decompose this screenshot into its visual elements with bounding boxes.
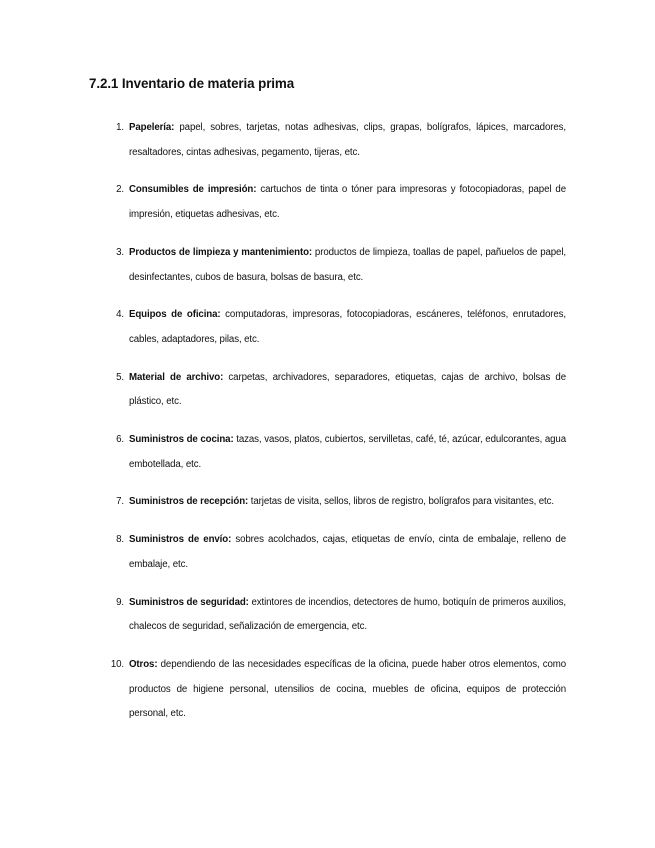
item-number: 10. (110, 658, 124, 670)
list-item (104, 591, 566, 640)
list-item (104, 490, 566, 515)
inventory-list (104, 116, 566, 740)
item-number: 1. (116, 122, 124, 133)
item-term: Suministros de cocina: (129, 434, 234, 446)
list-item (104, 303, 566, 352)
item-term: Equipos de oficina: (129, 309, 221, 321)
item-number: 7. (116, 496, 124, 508)
section-heading: 7.2.1 Inventario de materia prima (89, 76, 295, 91)
item-term: Productos de limpieza y mantenimiento: (129, 246, 313, 258)
list-item (104, 116, 566, 165)
item-term: Otros: (129, 658, 158, 670)
item-number: 4. (116, 309, 124, 321)
item-description: productos de limpieza, toallas de papel, pañuelos de papel, desinfectantes, cubos de basura, bolsas de basura, etc. (129, 246, 566, 283)
list-item (104, 366, 566, 415)
item-term: Suministros de envío: (129, 534, 232, 546)
item-term: Papelería: (129, 122, 175, 133)
item-description: papel, sobres, tarjetas, notas adhesivas, clips, grapas, bolígrafos, lápices, marcadores, resaltadores, cintas adhesivas, pegamento, tijeras, etc. (129, 122, 566, 158)
list-item (104, 528, 566, 577)
list-item (104, 428, 566, 477)
item-term: Consumibles de impresión: (129, 184, 257, 196)
item-number: 2. (116, 184, 124, 196)
item-term: Suministros de recepción: (129, 496, 249, 508)
item-description: extintores de incendios, detectores de humo, botiquín de primeros auxilios, chalecos de seguridad, señalización de emergencia, etc. (129, 596, 566, 633)
item-description: tazas, vasos, platos, cubiertos, servilletas, café, té, azúcar, edulcorantes, agua embotellada, etc. (129, 434, 566, 470)
item-description: cartuchos de tinta o tóner para impresoras y fotocopiadoras, papel de impresión, etiquetas adhesivas, etc. (129, 184, 566, 221)
list-item (104, 653, 566, 727)
list-item (104, 241, 566, 290)
item-number: 9. (116, 596, 124, 608)
item-number: 6. (116, 434, 124, 446)
item-description: computadoras, impresoras, fotocopiadoras, escáneres, teléfonos, enrutadores, cables, adaptadores, pilas, etc. (129, 309, 566, 345)
item-description: dependiendo de las necesidades específicas de la oficina, puede haber otros elementos, como productos de higiene personal, utensilios de cocina, muebles de oficina, equipos de protección personal, etc. (129, 658, 566, 720)
item-number: 8. (116, 534, 124, 546)
item-term: Material de archivo: (129, 371, 224, 383)
item-term: Suministros de seguridad: (129, 596, 249, 608)
item-number: 3. (116, 246, 124, 258)
list-item (104, 178, 566, 227)
item-description: sobres acolchados, cajas, etiquetas de envío, cinta de embalaje, relleno de embalaje, etc. (129, 534, 566, 570)
item-description: tarjetas de visita, sellos, libros de registro, bolígrafos para visitantes, etc. (248, 496, 554, 508)
item-number: 5. (116, 371, 124, 383)
item-description: carpetas, archivadores, separadores, etiquetas, cajas de archivo, bolsas de plástico, etc. (129, 371, 566, 408)
